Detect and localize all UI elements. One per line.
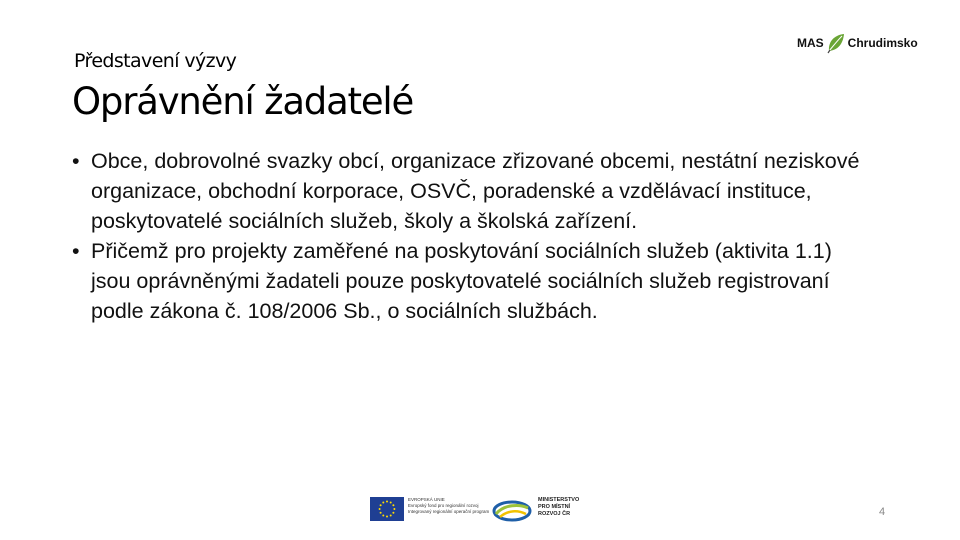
ministry-logo-text (538, 497, 579, 518)
eu-line: EVROPSKÁ UNIE (408, 497, 445, 502)
slide-supertitle: Představení výzvy (74, 50, 237, 72)
bullet-item (72, 146, 872, 236)
bullet-symbol: • (72, 239, 80, 263)
eu-flag-icon (370, 497, 404, 521)
ministry-line: ROZVOJ ČR (538, 511, 571, 517)
slide-title: Oprávnění žadatelé (72, 80, 414, 123)
logo-place-text: Chrudimsko (847, 36, 918, 50)
eu-logo-text (408, 497, 490, 515)
ministry-line: MINISTERSTVO (538, 497, 580, 503)
footer-logos (370, 494, 590, 526)
bullet-text: Obce, dobrovolné svazky obcí, organizace zřizované obcemi, nestátní neziskové organizace, obchodní korporace, OSVČ, poradenské a vzdělávací instituce, poskytovatelé sociálních služeb, školy a školská zařízení. (91, 149, 860, 233)
leaf-icon (826, 32, 846, 54)
mas-chrudimsko-logo (797, 28, 927, 58)
logo-mas-text: MAS (797, 36, 824, 50)
bullet-item (72, 236, 872, 326)
eu-line: Integrovaný regionální operační program (408, 509, 490, 514)
mmr-emblem-icon (492, 498, 532, 522)
page-number: 4 (878, 506, 886, 518)
ministry-line: PRO MÍSTNÍ (538, 504, 571, 510)
eu-line: Evropský fond pro regionální rozvoj (408, 503, 479, 508)
bullet-list (72, 146, 872, 326)
bullet-symbol: • (72, 149, 80, 173)
bullet-text: Přičemž pro projekty zaměřené na poskytování sociálních služeb (aktivita 1.1) jsou oprávněnými žadateli pouze poskytovatelé sociálních služeb registrovaní podle zákona č. 108/2006 Sb., o sociálních službách. (91, 239, 832, 323)
